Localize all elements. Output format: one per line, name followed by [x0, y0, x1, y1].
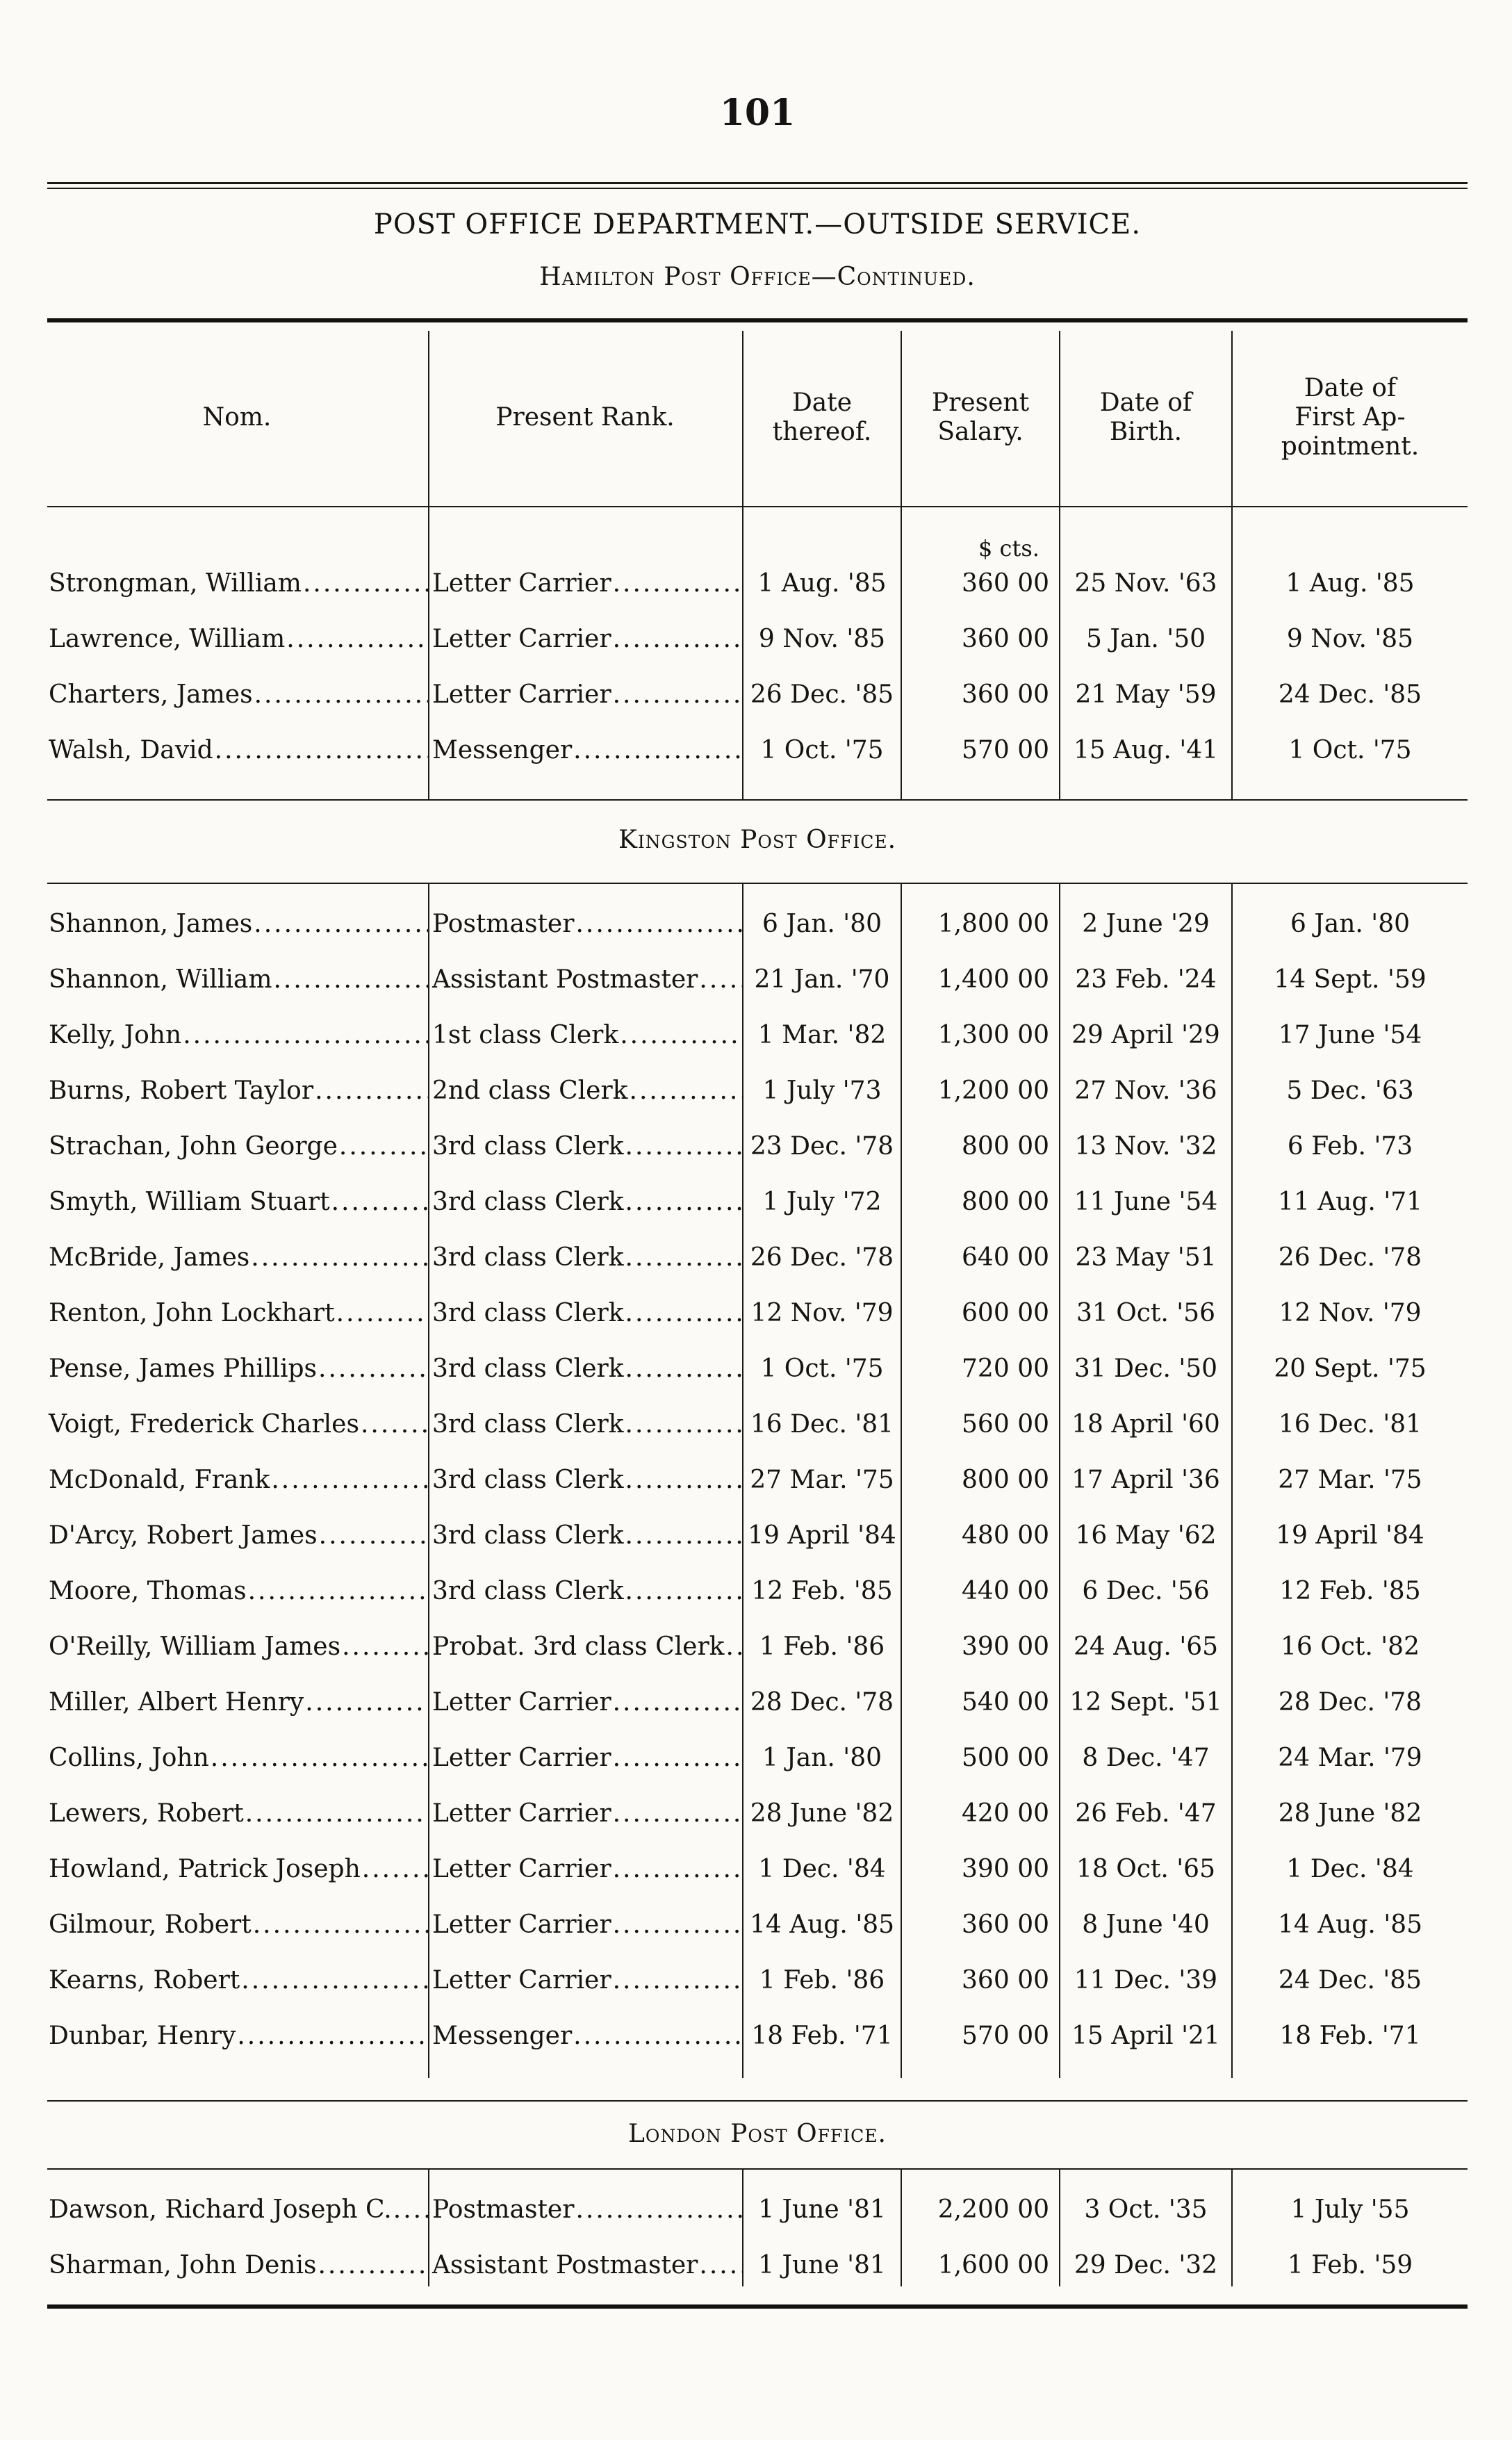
header-top-rule [47, 318, 1468, 322]
table-row [47, 1571, 1468, 1612]
cell-salary: 800 00 [962, 1188, 1049, 1216]
cell-name: Lewers, Robert ..... [47, 1793, 428, 1835]
table-row [47, 563, 1468, 605]
cell-salary: 600 00 [962, 1299, 1049, 1327]
table-row [47, 1682, 1468, 1723]
cell-birth: 5 Jan. '50 [1085, 625, 1206, 653]
table-row [47, 619, 1468, 660]
cell-salary: 1,200 00 [937, 1076, 1049, 1105]
cell-name: Strachan, John George ..... [47, 1126, 428, 1168]
cell-date: 18 Feb. '71 [751, 2022, 893, 2050]
cell-birth: 26 Feb. '47 [1075, 1799, 1217, 1828]
header-bottom-rule [47, 506, 1468, 507]
cell-first: 1 Aug. '85 [1285, 569, 1415, 598]
cell-date: 12 Nov. '79 [750, 1299, 894, 1327]
cell-rank: 3rd class Clerk ..... [431, 1404, 743, 1446]
cell-birth: 11 June '54 [1074, 1188, 1218, 1216]
cell-rank: 3rd class Clerk ..... [431, 1181, 743, 1223]
table-row [47, 1459, 1468, 1501]
cell-date: 1 Oct. '75 [760, 1354, 884, 1383]
column-header-salary: Present Salary. [931, 388, 1030, 446]
cell-first: 6 Jan. '80 [1290, 910, 1411, 938]
cell-birth: 18 Oct. '65 [1076, 1855, 1215, 1883]
cell-name: McDonald, Frank ..... [47, 1459, 428, 1501]
cell-birth: 11 Dec. '39 [1074, 1966, 1218, 1995]
cell-date: 27 Mar. '75 [750, 1466, 894, 1494]
cell-birth: 17 April '36 [1071, 1466, 1220, 1494]
cell-name: Howland, Patrick Joseph ..... [47, 1849, 428, 1890]
cell-first: 14 Sept. '59 [1274, 965, 1427, 994]
table-row [47, 1849, 1468, 1890]
cell-date: 9 Nov. '85 [758, 625, 886, 653]
cell-salary: 1,400 00 [937, 965, 1049, 994]
cell-first: 16 Dec. '81 [1278, 1410, 1422, 1439]
cell-birth: 16 May '62 [1075, 1521, 1217, 1550]
cell-date: 1 June '81 [758, 2195, 886, 2224]
cell-name: Sharman, John Denis ..... [47, 2245, 428, 2286]
cell-salary: 360 00 [962, 569, 1049, 598]
section-bottom-rule [47, 2100, 1468, 2102]
cell-first: 24 Dec. '85 [1278, 1966, 1422, 1995]
column-header-date: Date thereof. [772, 388, 872, 446]
cell-salary: 720 00 [962, 1354, 1049, 1383]
cell-birth: 15 April '21 [1071, 2022, 1220, 2050]
cell-birth: 31 Oct. '56 [1076, 1299, 1215, 1327]
cell-first: 1 Dec. '84 [1286, 1855, 1414, 1883]
cell-rank: Assistant Postmaster ..... [431, 2245, 743, 2286]
cell-rank: Letter Carrier ..... [431, 1904, 743, 1946]
cell-rank: Messenger ..... [431, 2015, 743, 2057]
cell-date: 1 Feb. '86 [759, 1966, 885, 1995]
cell-date: 21 Jan. '70 [754, 965, 890, 994]
cell-salary: 1,800 00 [937, 910, 1049, 938]
cell-name: Miller, Albert Henry ..... [47, 1682, 428, 1723]
table-row [47, 1904, 1468, 1946]
cell-name: Smyth, William Stuart ..... [47, 1181, 428, 1223]
cell-birth: 31 Dec. '50 [1074, 1354, 1218, 1383]
cell-first: 28 June '82 [1278, 1799, 1422, 1828]
cell-first: 24 Dec. '85 [1278, 680, 1422, 709]
cell-birth: 13 Nov. '32 [1074, 1132, 1217, 1161]
cell-first: 11 Aug. '71 [1277, 1188, 1423, 1216]
cell-first: 6 Feb. '73 [1287, 1132, 1413, 1161]
cell-date: 28 June '82 [750, 1799, 894, 1828]
cell-rank: 3rd class Clerk ..... [431, 1126, 743, 1168]
cell-birth: 6 Dec. '56 [1082, 1577, 1210, 1605]
cell-name: Burns, Robert Taylor ..... [47, 1070, 428, 1112]
column-header-first-appointment: Date of First Ap- pointment. [1281, 374, 1420, 461]
cell-rank: 3rd class Clerk ..... [431, 1571, 743, 1612]
cell-date: 1 Aug. '85 [757, 569, 887, 598]
cell-birth: 18 April '60 [1071, 1410, 1220, 1439]
cell-salary: 440 00 [962, 1577, 1049, 1605]
cell-first: 14 Aug. '85 [1277, 1910, 1423, 1939]
cell-first: 12 Feb. '85 [1279, 1577, 1421, 1605]
table-row [47, 2015, 1468, 2057]
table-row [47, 1070, 1468, 1112]
cell-rank: 3rd class Clerk ..... [431, 1237, 743, 1279]
cell-salary: 360 00 [962, 1966, 1049, 1995]
cell-date: 1 July '73 [762, 1076, 882, 1105]
cell-birth: 23 Feb. '24 [1075, 965, 1217, 994]
cell-date: 16 Dec. '81 [750, 1410, 894, 1439]
cell-name: Kelly, John ..... [47, 1015, 428, 1056]
cell-rank: Letter Carrier ..... [431, 674, 743, 716]
table-row [47, 1181, 1468, 1223]
section-bottom-rule [47, 2304, 1468, 2309]
table-row [47, 674, 1468, 716]
cell-rank: Letter Carrier ..... [431, 1682, 743, 1723]
salary-units-label: $ cts. [978, 535, 1040, 562]
cell-name: McBride, James ..... [47, 1237, 428, 1279]
cell-rank: Letter Carrier ..... [431, 1960, 743, 2001]
cell-name: Shannon, William ..... [47, 959, 428, 1001]
cell-name: O'Reilly, William James ..... [47, 1626, 428, 1668]
cell-birth: 2 June '29 [1082, 910, 1210, 938]
cell-salary: 570 00 [962, 736, 1049, 764]
cell-first: 5 Dec. '63 [1286, 1076, 1414, 1105]
cell-salary: 360 00 [962, 625, 1049, 653]
cell-birth: 29 Dec. '32 [1074, 2251, 1218, 2279]
cell-first: 19 April '84 [1276, 1521, 1424, 1550]
cell-date: 1 Jan. '80 [762, 1744, 882, 1772]
cell-first: 1 July '55 [1290, 2195, 1410, 2224]
cell-name: Charters, James ..... [47, 674, 428, 716]
cell-name: Renton, John Lockhart ..... [47, 1293, 428, 1334]
table-row [47, 1515, 1468, 1557]
cell-name: Dunbar, Henry ..... [47, 2015, 428, 2057]
cell-date: 23 Dec. '78 [750, 1132, 894, 1161]
table-row [47, 959, 1468, 1001]
section-bottom-rule [47, 799, 1468, 801]
cell-name: D'Arcy, Robert James ..... [47, 1515, 428, 1557]
section-title-hamilton: Hamilton Post Office—Continued. [539, 263, 976, 291]
cell-rank: 3rd class Clerk ..... [431, 1459, 743, 1501]
table-row [47, 1015, 1468, 1056]
cell-salary: 420 00 [962, 1799, 1049, 1828]
cell-rank: Letter Carrier ..... [431, 1737, 743, 1779]
cell-first: 24 Mar. '79 [1278, 1744, 1422, 1772]
table-row [47, 2245, 1468, 2286]
cell-first: 1 Oct. '75 [1288, 736, 1412, 764]
column-header-name: Nom. [202, 403, 272, 432]
cell-birth: 24 Aug. '65 [1073, 1632, 1219, 1661]
table-row [47, 1737, 1468, 1779]
column-header-birth: Date of Birth. [1099, 388, 1192, 446]
cell-salary: 390 00 [962, 1855, 1049, 1883]
table-row [47, 1126, 1468, 1168]
cell-rank: Postmaster ..... [431, 2189, 743, 2231]
cell-name: Strongman, William ..... [47, 563, 428, 605]
cell-salary: 560 00 [962, 1410, 1049, 1439]
document-page [47, 0, 1468, 2440]
cell-salary: 1,300 00 [937, 1021, 1049, 1049]
table-row [47, 2189, 1468, 2231]
cell-birth: 3 Oct. '35 [1084, 2195, 1208, 2224]
cell-rank: 3rd class Clerk ..... [431, 1348, 743, 1390]
cell-rank: Letter Carrier ..... [431, 1849, 743, 1890]
cell-name: Dawson, Richard Joseph C. ..... [47, 2189, 428, 2231]
cell-date: 12 Feb. '85 [751, 1577, 893, 1605]
cell-first: 28 Dec. '78 [1278, 1688, 1422, 1717]
cell-date: 1 Oct. '75 [760, 736, 884, 764]
cell-salary: 570 00 [962, 2022, 1049, 2050]
section-top-rule [47, 883, 1468, 884]
cell-salary: 1,600 00 [937, 2251, 1049, 2279]
cell-name: Pense, James Phillips ..... [47, 1348, 428, 1390]
cell-rank: Messenger ..... [431, 730, 743, 771]
department-title: POST OFFICE DEPARTMENT.—OUTSIDE SERVICE. [373, 208, 1142, 240]
table-row [47, 1960, 1468, 2001]
cell-birth: 29 April '29 [1071, 1021, 1220, 1049]
cell-rank: Postmaster ..... [431, 903, 743, 945]
cell-date: 1 July '72 [762, 1188, 882, 1216]
cell-birth: 21 May '59 [1075, 680, 1217, 709]
cell-salary: 540 00 [962, 1688, 1049, 1717]
cell-date: 14 Aug. '85 [749, 1910, 895, 1939]
cell-salary: 360 00 [962, 680, 1049, 709]
cell-birth: 15 Aug. '41 [1073, 736, 1219, 764]
cell-rank: Letter Carrier ..... [431, 619, 743, 660]
cell-rank: 3rd class Clerk ..... [431, 1293, 743, 1334]
cell-birth: 8 Dec. '47 [1082, 1744, 1210, 1772]
cell-first: 1 Feb. '59 [1287, 2251, 1413, 2279]
cell-rank: 3rd class Clerk ..... [431, 1515, 743, 1557]
column-header-rank: Present Rank. [495, 403, 675, 432]
section-top-rule [47, 2168, 1468, 2170]
cell-salary: 800 00 [962, 1466, 1049, 1494]
cell-date: 1 Dec. '84 [758, 1855, 886, 1883]
cell-first: 12 Nov. '79 [1279, 1299, 1422, 1327]
cell-salary: 640 00 [962, 1243, 1049, 1272]
cell-first: 16 Oct. '82 [1281, 1632, 1420, 1661]
cell-first: 17 June '54 [1278, 1021, 1422, 1049]
cell-first: 27 Mar. '75 [1278, 1466, 1422, 1494]
cell-birth: 27 Nov. '36 [1074, 1076, 1217, 1105]
top-rule [47, 182, 1468, 184]
cell-date: 28 Dec. '78 [750, 1688, 894, 1717]
cell-rank: Assistant Postmaster ..... [431, 959, 743, 1001]
page-number: 101 [719, 92, 796, 134]
cell-salary: 800 00 [962, 1132, 1049, 1161]
cell-rank: 1st class Clerk ..... [431, 1015, 743, 1056]
section-title: London Post Office. [627, 2120, 887, 2148]
cell-salary: 480 00 [962, 1521, 1049, 1550]
table-row [47, 1348, 1468, 1390]
cell-date: 6 Jan. '80 [762, 910, 882, 938]
cell-name: Collins, John ..... [47, 1737, 428, 1779]
table-row [47, 903, 1468, 945]
cell-date: 26 Dec. '78 [750, 1243, 894, 1272]
cell-date: 1 June '81 [758, 2251, 886, 2279]
cell-name: Shannon, James ..... [47, 903, 428, 945]
cell-date: 1 Feb. '86 [759, 1632, 885, 1661]
cell-rank: 2nd class Clerk ..... [431, 1070, 743, 1112]
cell-rank: Letter Carrier ..... [431, 563, 743, 605]
table-row [47, 1793, 1468, 1835]
cell-first: 18 Feb. '71 [1279, 2022, 1421, 2050]
cell-birth: 12 Sept. '51 [1069, 1688, 1222, 1717]
cell-first: 26 Dec. '78 [1278, 1243, 1422, 1272]
cell-salary: 500 00 [962, 1744, 1049, 1772]
cell-birth: 25 Nov. '63 [1074, 569, 1217, 598]
cell-salary: 360 00 [962, 1910, 1049, 1939]
cell-name: Lawrence, William ..... [47, 619, 428, 660]
table-row [47, 1404, 1468, 1446]
cell-name: Walsh, David ..... [47, 730, 428, 771]
cell-salary: 390 00 [962, 1632, 1049, 1661]
table-row [47, 1237, 1468, 1279]
cell-name: Voigt, Frederick Charles ..... [47, 1404, 428, 1446]
section-title: Kingston Post Office. [618, 826, 897, 854]
cell-name: Moore, Thomas ..... [47, 1571, 428, 1612]
cell-birth: 8 June '40 [1082, 1910, 1210, 1939]
cell-first: 9 Nov. '85 [1286, 625, 1414, 653]
cell-name: Kearns, Robert ..... [47, 1960, 428, 2001]
cell-rank: Probat. 3rd class Clerk ..... [431, 1626, 743, 1668]
cell-date: 26 Dec. '85 [750, 680, 894, 709]
cell-rank: Letter Carrier ..... [431, 1793, 743, 1835]
table-row [47, 1626, 1468, 1668]
cell-birth: 23 May '51 [1075, 1243, 1217, 1272]
cell-date: 19 April '84 [748, 1521, 896, 1550]
table-row [47, 1293, 1468, 1334]
cell-salary: 2,200 00 [937, 2195, 1049, 2224]
table-row [47, 730, 1468, 771]
cell-name: Gilmour, Robert ..... [47, 1904, 428, 1946]
cell-date: 1 Mar. '82 [757, 1021, 887, 1049]
cell-first: 20 Sept. '75 [1274, 1354, 1427, 1383]
